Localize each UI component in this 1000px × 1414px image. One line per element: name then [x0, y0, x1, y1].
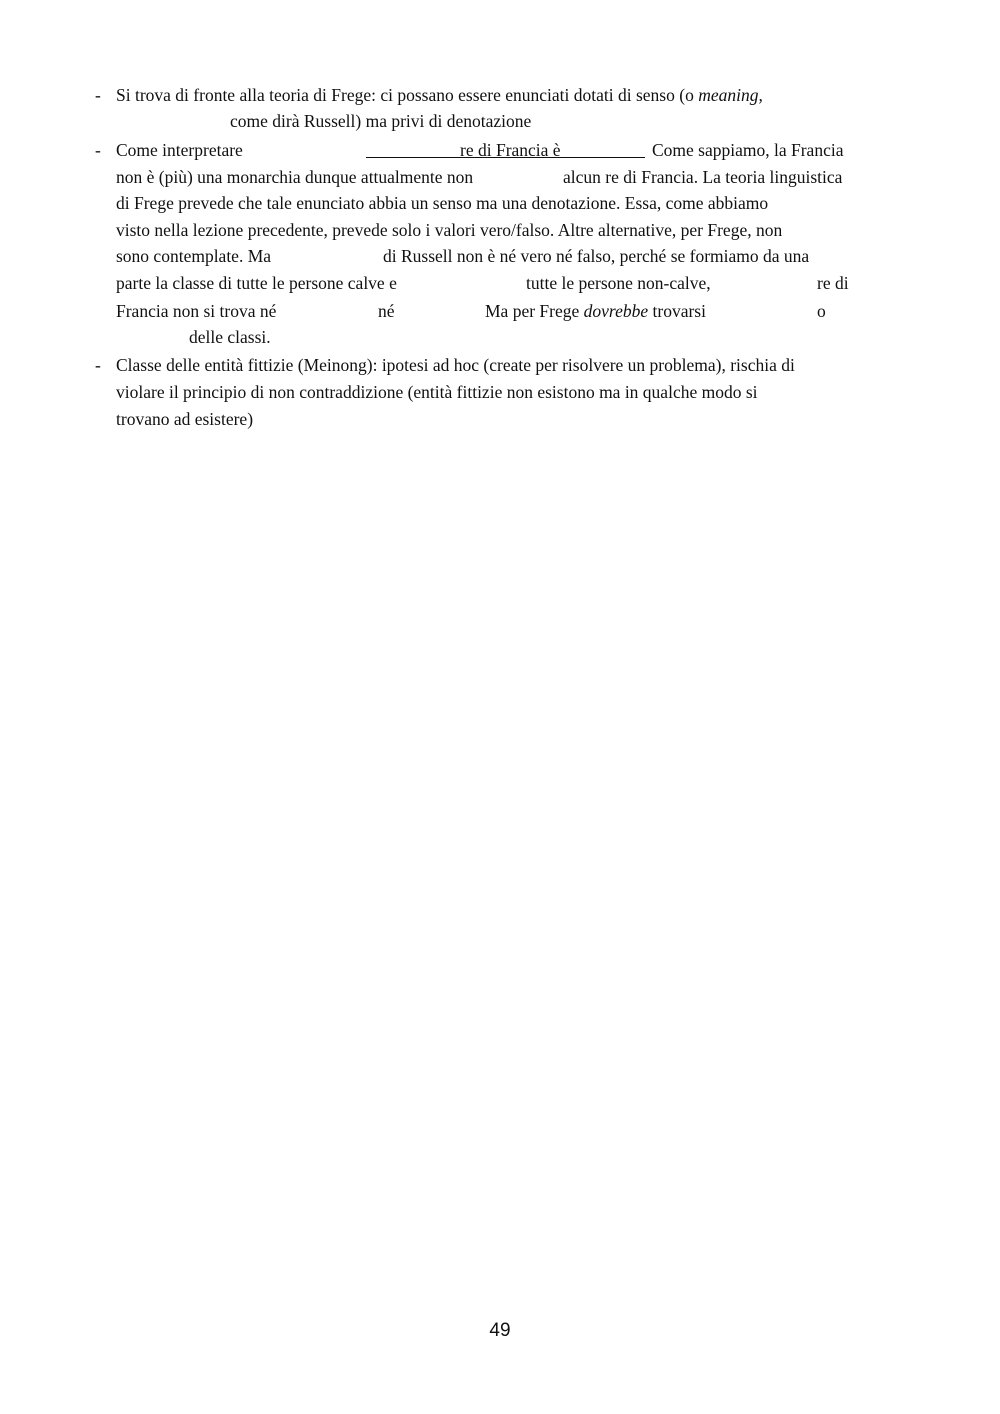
page-number: 49 — [489, 1320, 511, 1341]
text-line — [189, 327, 271, 347]
text-line — [116, 246, 271, 266]
italic-term: dovrebbe — [583, 301, 649, 321]
italic-term: meaning, — [698, 85, 763, 105]
text-fragment: delle classi. — [189, 327, 271, 347]
text-line — [378, 301, 395, 321]
text-fragment: re di Francia è — [460, 140, 561, 160]
text-fragment: Si trova di fronte alla teoria di Frege: ci possano essere enunciati dotati di senso (o — [116, 85, 699, 105]
text-line — [116, 382, 758, 402]
text-fragment: o — [817, 301, 826, 321]
text-fragment: Classe delle entità fittizie (Meinong): ipotesi ad hoc (create per risolvere un problema), rischia di — [116, 355, 795, 375]
text-fragment: parte la classe di tutte le persone calve e — [116, 273, 397, 293]
text-fragment: tutte le persone non-calve, — [526, 273, 711, 293]
bullet-dash: - — [95, 85, 101, 105]
text-line — [116, 409, 253, 429]
text-fragment: non è (più) una monarchia dunque attualmente non — [116, 167, 474, 187]
bullet-dash: - — [95, 355, 101, 375]
text-fragment: alcun re di Francia. La teoria linguistica — [563, 167, 843, 187]
text-line — [526, 273, 711, 293]
text-line — [383, 246, 809, 266]
text-fragment: né — [378, 301, 395, 321]
text-line — [116, 220, 782, 240]
text-line — [485, 301, 706, 321]
text-fragment: trovarsi — [648, 301, 706, 321]
text-fragment: trovano ad esistere) — [116, 409, 254, 429]
text-line — [116, 301, 276, 321]
text-fragment: come dirà Russell) ma privi di denotazione — [230, 111, 532, 131]
text-line — [230, 111, 531, 131]
text-line — [116, 273, 397, 293]
text-fragment: Come interpretare — [116, 140, 243, 160]
text-line — [116, 355, 795, 375]
text-line — [817, 301, 826, 321]
text-line — [116, 167, 473, 187]
text-line — [116, 140, 243, 160]
text-line — [817, 273, 849, 293]
text-line — [563, 167, 842, 187]
text-line — [652, 140, 843, 160]
underline — [366, 157, 645, 158]
text-fragment: Come sappiamo, la Francia — [652, 140, 844, 160]
text-fragment: violare il principio di non contraddizione (entità fittizie non esistono ma in qualche modo si — [116, 382, 758, 402]
text-fragment: Francia non si trova né — [116, 301, 277, 321]
text-fragment: Ma per Frege — [485, 301, 584, 321]
text-fragment: sono contemplate. Ma — [116, 246, 272, 266]
text-line — [116, 85, 763, 105]
text-fragment: di Russell non è né vero né falso, perché se formiamo da una — [383, 246, 810, 266]
text-line — [116, 193, 768, 213]
text-fragment: visto nella lezione precedente, prevede solo i valori vero/falso. Altre alternative, per Frege, non — [116, 220, 783, 240]
bullet-dash: - — [95, 140, 101, 160]
text-fragment: re di — [817, 273, 849, 293]
text-fragment: di Frege prevede che tale enunciato abbia un senso ma una denotazione. Essa, come abbiamo — [116, 193, 769, 213]
